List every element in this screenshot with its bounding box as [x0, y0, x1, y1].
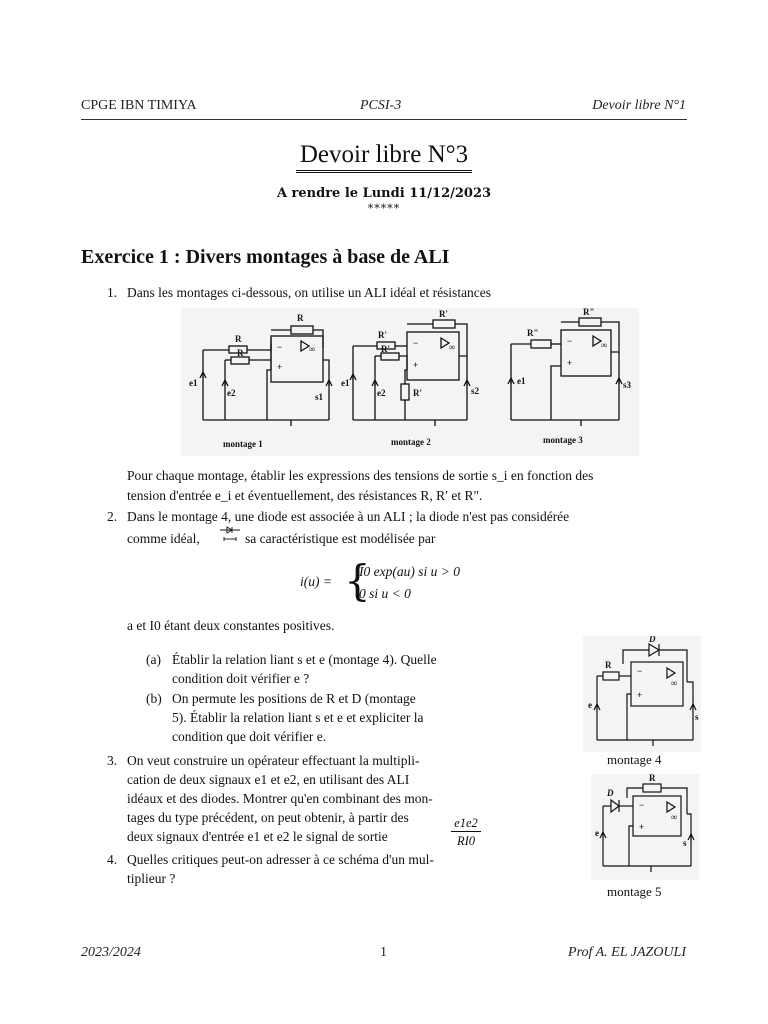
due-date: A rendre le Lundi 11/12/2023	[276, 186, 492, 201]
m3-plus: +	[567, 358, 573, 368]
equation-case-2: 0 si u < 0	[359, 586, 411, 601]
m2-infinity: ∞	[449, 342, 456, 352]
figure-montage-5	[600, 784, 694, 872]
caption-montage-1: montage 1	[223, 439, 263, 449]
q2-number: 2.	[107, 509, 118, 524]
m2-e2: e2	[377, 388, 386, 398]
fig4-r: R	[605, 660, 612, 670]
q4-line1: Quelles critiques peut-on adresser à ce schéma d'un mul-	[127, 852, 434, 867]
q3-line4: tages du type précédent, on peut obtenir, à partir des	[127, 810, 409, 825]
q2-line2-after: sa caractéristique est modélisée par	[245, 531, 436, 546]
m2-s2: s2	[471, 386, 480, 396]
m1-minus: −	[277, 342, 283, 352]
header-doc: Devoir libre N°1	[592, 98, 686, 113]
m3-r-top: R"	[583, 308, 595, 317]
m1-e2: e2	[227, 388, 236, 398]
equation-case-1: I0 exp(au) si u > 0	[359, 564, 460, 579]
fig5-minus: −	[639, 800, 645, 810]
equation-lhs: i(u) =	[300, 574, 332, 589]
header-school: CPGE IBN TIMIYA	[81, 98, 197, 113]
q3-number: 3.	[107, 753, 118, 768]
header-rule	[81, 119, 687, 120]
page-number: 1	[380, 945, 387, 960]
header-class: PCSI-3	[360, 98, 402, 113]
fig5-e: e	[595, 828, 599, 838]
fig5-s: s	[683, 838, 687, 848]
m2-r-a: R'	[378, 330, 387, 340]
equation-brace: {	[344, 556, 371, 605]
q2-line1: Dans le montage 4, une diode est associée à un ALI ; la diode n'est pas considérée	[127, 509, 570, 524]
q2b-line1: On permute les positions de R et D (montage	[172, 691, 416, 706]
fig5-d: D	[607, 788, 614, 798]
m3-e1: e1	[517, 376, 526, 386]
m1-plus: +	[277, 362, 283, 372]
m1-s1: s1	[315, 392, 324, 402]
m1-e1: e1	[189, 378, 198, 388]
q2a-line1: Établir la relation liant s et e (montage 4). Quelle	[172, 652, 437, 667]
m1-r-b: R	[237, 348, 244, 358]
fig4-e: e	[588, 700, 592, 710]
q4-line2: tiplieur ?	[127, 871, 176, 886]
q2-constants: a et I0 étant deux constantes positives.	[127, 618, 335, 633]
fraction-denominator: RI0	[456, 834, 476, 848]
m2-plus: +	[413, 360, 419, 370]
fig5-r: R	[649, 774, 656, 783]
m3-minus: −	[567, 336, 573, 346]
m1-r-a: R	[235, 334, 242, 344]
fig5-plus: +	[639, 822, 645, 832]
q1-number: 1.	[107, 285, 118, 300]
q1-follow-line1: Pour chaque montage, établir les expressions des tensions de sortie s_i en fonction des	[127, 468, 594, 483]
q2a-label: (a)	[146, 652, 161, 667]
m3-infinity: ∞	[601, 340, 608, 350]
fig5-infinity: ∞	[671, 812, 678, 822]
fraction-numerator: e1e2	[451, 815, 481, 832]
caption-montage-2: montage 2	[391, 437, 431, 447]
fig4-infinity: ∞	[671, 678, 678, 688]
fig4-d: D	[649, 636, 656, 644]
exercise-title: Exercice 1 : Divers montages à base de ALI	[81, 246, 450, 268]
footer-year: 2023/2024	[81, 945, 141, 960]
q3-line3: idéaux et des diodes. Montrer qu'en combinant des mon-	[127, 791, 433, 806]
q2b-line3: condition que doit vérifier e.	[172, 729, 327, 744]
figure-montages-1-3	[181, 308, 639, 456]
m2-e1: e1	[341, 378, 350, 388]
figure-montage-4	[583, 636, 701, 752]
q2b-label: (b)	[146, 691, 162, 706]
fig4-s: s	[695, 712, 699, 722]
diode-symbol-icon	[218, 524, 242, 546]
fig4-plus: +	[637, 690, 643, 700]
m2-minus: −	[413, 338, 419, 348]
q1-text: Dans les montages ci-dessous, on utilise un ALI idéal et résistances	[127, 285, 492, 300]
q3-line5: deux signaux d'entrée e1 et e2 le signal de sortie	[127, 829, 388, 844]
m2-r-c: R'	[413, 388, 422, 398]
m2-r-b: R'	[381, 344, 390, 354]
page-title	[0, 140, 768, 173]
q2b-line2: 5). Établir la relation liant s et e et expliciter la	[172, 710, 424, 725]
m3-s3: s3	[623, 380, 632, 390]
q2a-line2: condition doit vérifier e ?	[172, 671, 310, 686]
m1-r-top: R	[297, 313, 304, 323]
m3-r-a: R"	[527, 328, 539, 338]
caption-montage-5: montage 5	[607, 884, 662, 899]
q3-line1: On veut construire un opérateur effectuant la multipli-	[127, 753, 420, 768]
m2-r-top: R'	[439, 309, 448, 319]
m1-infinity: ∞	[309, 344, 316, 354]
footer-author: Prof A. EL JAZOULI	[568, 945, 686, 960]
q3-line2: cation de deux signaux e1 et e2, en utilisant des ALI	[127, 772, 410, 787]
q1-follow-line2: tension d'entrée e_i et éventuellement, des résistances R, R′ et R".	[127, 488, 483, 503]
caption-montage-4: montage 4	[607, 752, 662, 767]
caption-montage-3: montage 3	[543, 435, 583, 445]
q2-line2-before: comme idéal,	[127, 531, 200, 546]
fig4-minus: −	[637, 666, 643, 676]
page-title-text: Devoir libre N°3	[296, 140, 472, 173]
q4-number: 4.	[107, 852, 118, 867]
stars-separator: *****	[367, 202, 401, 215]
